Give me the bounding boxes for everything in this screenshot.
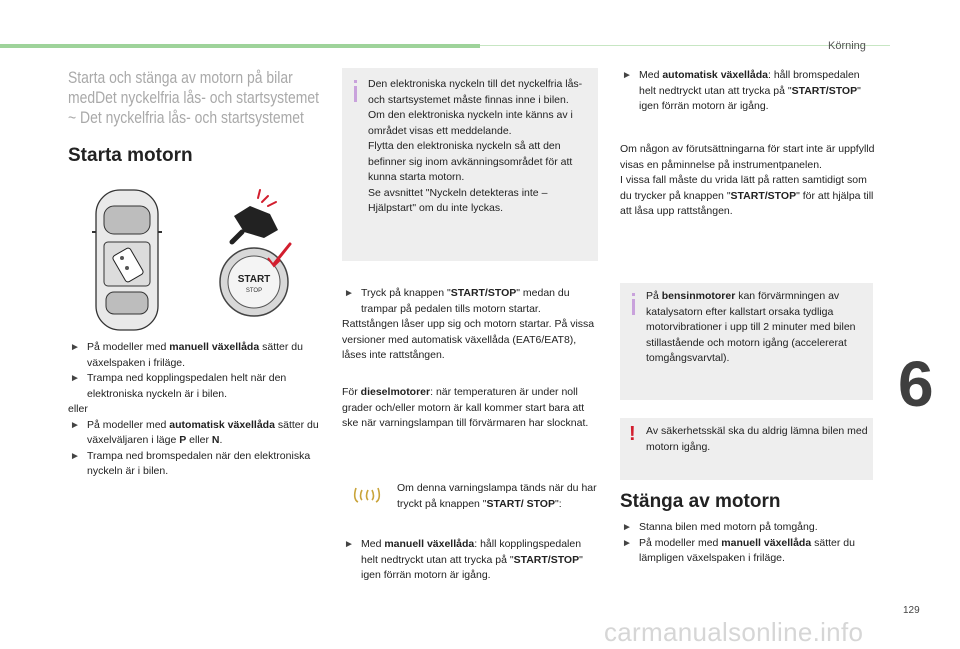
list-item: ► Med manuell växellåda: håll kopplingspedalen helt nedtryckt utan att trycka på "START/STOP" igen förrän motorn är igång. <box>344 538 583 581</box>
petrol-info-box <box>620 283 873 400</box>
start-steps <box>68 340 323 480</box>
main-title-line-1: Starta och stänga av motorn på bilar <box>68 68 293 87</box>
header-accent-bar <box>0 44 480 48</box>
key-info-text: Den elektroniska nyckeln till det nyckelfria lås- och startsystemet måste finnas inne i bilen. Om den elektroniska nyckeln inte känns av i området visas ett meddelande. Flytta den elektroniska nyckeln så att den befinner sig inom avkänningsområdet för att kunna starta motorn. Se avsnittet "Nyckeln detekteras inte – Hjälpstart" om du inte lyckas. <box>368 78 583 214</box>
press-instructions <box>342 286 600 364</box>
warning-lamp-text: Om denna varningslampa tänds när du har tryckt på knappen "START/ STOP": <box>397 482 597 510</box>
section-name: Körning <box>828 40 866 52</box>
bullet-arrow-icon: ► <box>622 537 632 549</box>
start-illustration <box>92 186 312 336</box>
list-item: ► Trampa ned bromspedalen när den elektroniska nyckeln är i bilen. <box>70 449 311 477</box>
car-top-view-icon <box>92 190 162 330</box>
chapter-number: 6 <box>898 348 934 420</box>
or-text: eller <box>68 403 88 415</box>
steer-unlock-text: I vissa fall måste du vrida lätt på ratten samtidigt som du trycker på knappen "START/STOP" för att hjälpa till att låsa upp rattstången. <box>620 174 874 217</box>
hand-pressing-icon <box>232 190 278 242</box>
steering-lock-text: Rattstången låser upp sig och motorn startar. På vissa versioner med automatisk växellåda (EAT6/EAT8), låses inte rattstången. <box>342 318 595 361</box>
safety-warning-box <box>620 418 873 480</box>
key-info-box <box>342 68 598 261</box>
petrol-info-text: På bensinmotorer kan förvärmningen av katalysatorn efter kallstart orsaka tydliga motorvibrationer i upp till 2 minuter med bilen stillastående och motorn igång (accelererat tomgångsvarvtal). <box>646 290 856 364</box>
start-heading: Starta motorn <box>68 145 193 166</box>
bullet-arrow-icon: ► <box>622 522 632 533</box>
start-stop-button-icon <box>220 244 290 316</box>
main-title <box>68 68 320 128</box>
diesel-paragraph: För dieselmotorer: när temperaturen är under noll grader och/eller motorn är kall kommer start bara att ske när varningslampan till förvärmaren har slocknat. <box>342 386 589 429</box>
info-icon <box>632 299 635 315</box>
main-title-line-3: ~ Det nyckelfria lås- och startsystemet <box>68 108 304 127</box>
glow-plug-warning-icon <box>352 484 382 506</box>
info-icon <box>354 86 357 102</box>
stop-button-label: STOP <box>245 288 263 294</box>
exclamation-icon: ! <box>629 423 636 445</box>
bullet-arrow-icon: ► <box>70 373 80 384</box>
page-number: 129 <box>903 605 920 616</box>
bullet-arrow-icon: ► <box>70 419 80 431</box>
safety-warning-text: Av säkerhetsskäl ska du aldrig lämna bilen med motorn igång. <box>646 425 868 453</box>
list-item: ► Stanna bilen med motorn på tomgång. <box>620 520 875 536</box>
list-item: ► Med automatisk växellåda: håll bromspedalen helt nedtryckt utan att trycka på "START/STOP" igen förrän motorn är igång. <box>622 69 861 112</box>
conditions-text: Om någon av förutsättningarna för start inte är uppfylld visas en påminnelse på instrumentpanelen. <box>620 143 875 171</box>
list-item: ► På modeller med automatisk växellåda sätter du växelväljaren i läge P eller N. <box>70 418 319 446</box>
stop-steps <box>620 520 875 567</box>
bullet-arrow-icon: ► <box>622 70 632 81</box>
conditions-paragraph <box>620 142 875 220</box>
bullet-arrow-icon: ► <box>70 342 80 353</box>
list-item: ► Tryck på knappen "START/STOP" medan du trampar på pedalen tills motorn startar. <box>344 287 570 315</box>
bullet-arrow-icon: ► <box>70 450 80 462</box>
list-item: ► På modeller med manuell växellåda sätter du lämpligen växelspaken i friläge. <box>622 536 855 564</box>
auto-hold-instructions <box>620 68 875 115</box>
start-button-label: START <box>237 274 271 285</box>
bullet-arrow-icon: ► <box>344 539 354 550</box>
bullet-arrow-icon: ► <box>344 288 354 299</box>
list-item: ► Trampa ned kopplingspedalen helt när den elektroniska nyckeln är i bilen. <box>70 372 287 400</box>
stop-heading: Stänga av motorn <box>620 491 781 512</box>
main-title-line-2: medDet nyckelfria lås- och startsystemet <box>68 88 320 107</box>
watermark: carmanualsonline.info <box>604 617 864 647</box>
manual-hold-instructions <box>342 537 600 584</box>
list-item: ► På modeller med manuell växellåda sätter du växelspaken i friläge. <box>70 341 303 369</box>
